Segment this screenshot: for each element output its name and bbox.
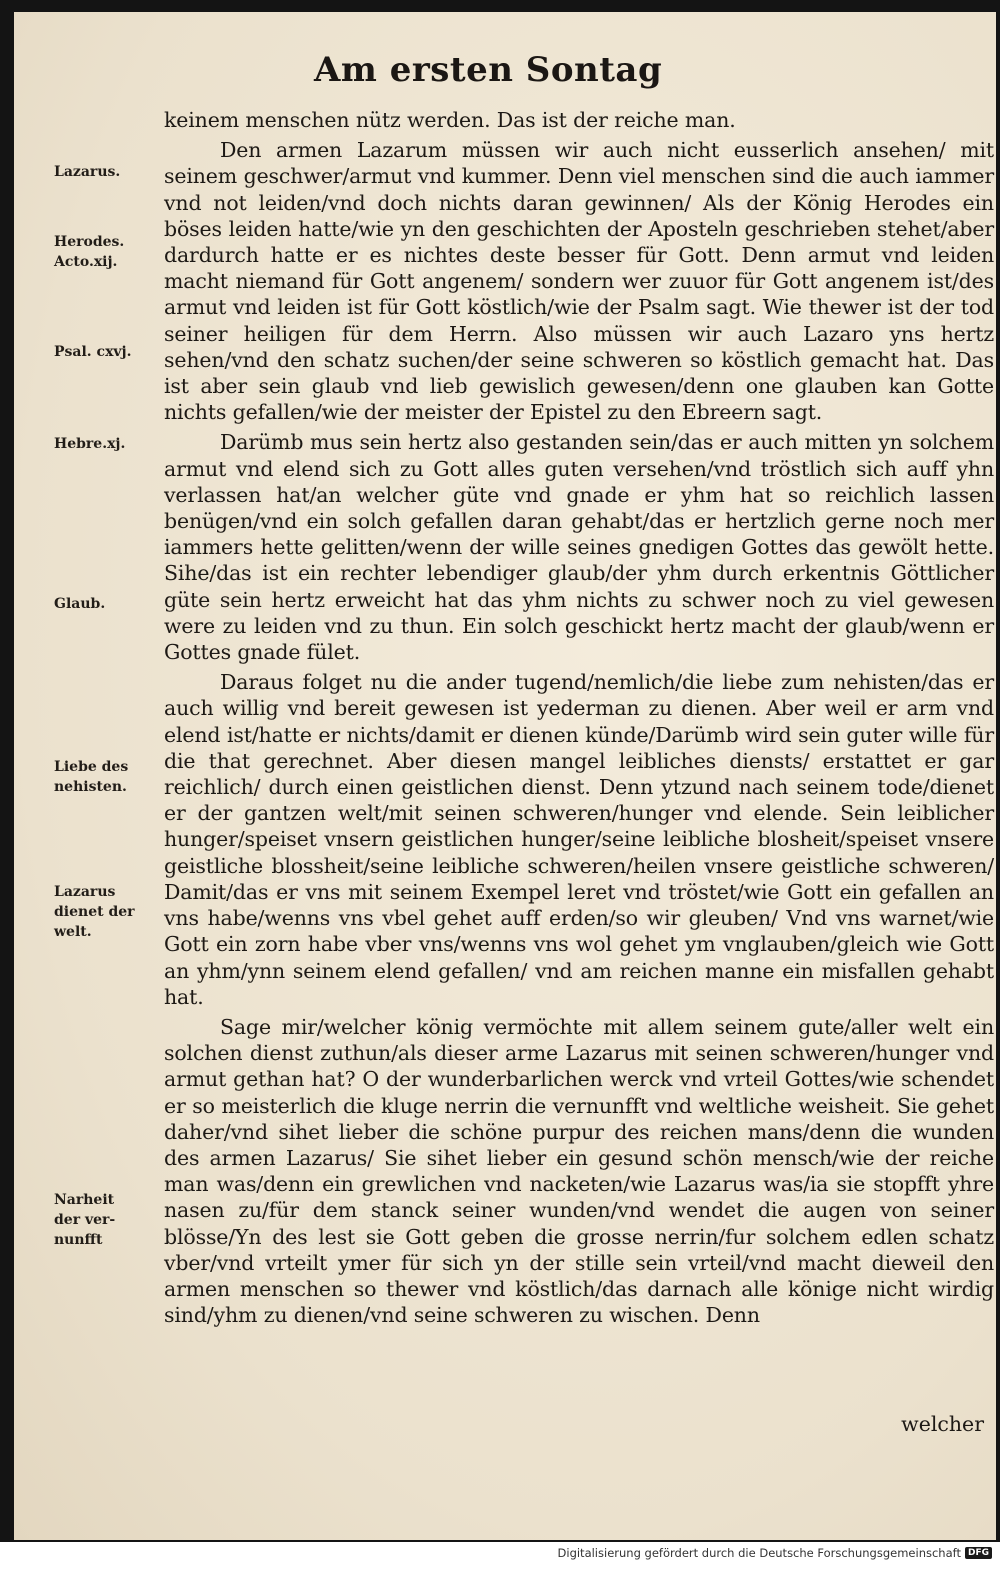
margin-note: Glaub. [54, 596, 106, 612]
paragraph: Sage mir/welcher könig vermöchte mit allem seinem gute/aller welt ein solchen dienst zuthun/als dieser arme Lazarus mit seinen schweren/hunger vnd armut gethan hat? O der wunderbarlichen werck vnd vrteil Gottes/wie schendet er so meisterlich die kluge nerrin die vernunfft vnd weltliche weisheit. Sie gehet daher/vnd sihet lieber die schöne purpur des reichen mans/denn die wunden des armen Lazarus/ Sie sihet lieber ein gesund schön mensch/wie der reiche man was/denn ein grewlichen vnd nacketen/wie Lazarus was/ia sie stopfft yhre nasen zu/für dem stanck seiner wunden/vnd wendet die augen von seiner blösse/Yn des lest sie Gott geben die grosse nerrin/fur solchem edlen schatz vber/vnd vrteilt ymer für sich yn der stille sein vrteil/vnd macht dieweil den armen menschen so thewer vnd köstlich/das darnach alle könige nicht wirdig sind/yhm zu dienen/vnd seine schweren zu wischen. Denn [164, 1014, 994, 1328]
paragraph: Den armen Lazarum müssen wir auch nicht eusserlich ansehen/ mit seinem geschwer/armut vnd kummer. Denn viel menschen sind die auch iammer vnd not leiden/vnd doch nichts daran gewinnen/ Als der König Herodes ein böses leiden hatte/wie yn den geschichten der Aposteln geschrieben stehet/aber dardurch hatte er es nichtes deste besser für Gott. Denn armut vnd leiden macht niemand für Gott angenem/ sondern wer zuuor für Gott angenem ist/des armut vnd leiden ist für Gott köstlich/wie der Psalm sagt. Wie thewer ist der tod seiner heiligen für dem Herrn. Also müssen wir auch Lazaro yns hertz sehen/vnd den schatz suchen/der seine schweren so köstlich gemacht hat. Das ist aber sein glaub vnd lieb gewislich gewesen/denn one glauben kan Gotte nichts gefallen/wie der meister der Epistel zu den Ebreern sagt. [164, 138, 994, 425]
footer-text: Digitalisierung gefördert durch die Deutsche Forschungsgemeinschaft [557, 1546, 961, 1560]
margin-note: Psal. cxvj. [54, 344, 132, 360]
margin-note: Herodes. Acto.xij. [54, 234, 125, 270]
margin-note: Hebre.xj. [54, 436, 126, 452]
body-text [164, 107, 994, 1328]
catchword: welcher [901, 1412, 984, 1436]
margin-note: Lazarus dienet der welt. [54, 884, 135, 940]
footer [558, 1546, 992, 1560]
paragraph: Darümb mus sein hertz also gestanden sein/das er auch mitten yn solchem armut vnd elend sich zu Gott alles guten versehen/vnd tröstlich sich auff yhn verlassen hat/an welcher güte vnd gnade er yhm hat so reichlich lassen benügen/vnd ein solch gefallen daran gehabt/das er hertzlich gerne noch mer iammers hette gelitten/wenn der wille seines gnedigen Gottes das gewölt hette. Sihe/das ist ein rechter lebendiger glaub/der yhm durch erkentnis Göttlicher güte sein hertz erweicht hat das yhm nichts zu schwer noch zu viel gewesen were zu leiden vnd zu thun. Ein solch geschickt hertz macht der glaub/wenn er Gottes gnade fület. [164, 430, 994, 665]
margin-note: Lazarus. [54, 164, 121, 180]
margin-note: Liebe des nehisten. [54, 759, 129, 795]
margin-notes [14, 12, 164, 1540]
margin-note: Narheit der ver- nunfft [54, 1192, 116, 1248]
paragraph: Daraus folget nu die ander tugend/nemlich/die liebe zum nehisten/das er auch willig vnd bereit gewesen ist yederman zu dienen. Aber weil er arm vnd elend ist/hatte er nichts/damit er dienen künde/Darümb wird sein guter wille für die that gerechnet. Aber diesen mangel leibliches diensts/ erstattet er gar reichlich/ durch einen geistlichen dienst. Denn ytzund nach seinem tode/dienet er der gantzen welt/mit seinen schweren/hunger vnd elende. Sein leiblicher hunger/speiset vnsern geistlichen hunger/seine leibliche blosheit/speiset vnsere geistliche blossheit/seine leibliche schweren/heilen vnsere geistliche schweren/ Damit/das er vns mit seinem Exempel leret vnd tröstet/wie Gott ein gefallen an vns habe/wenns vns vbel gehet auff erden/so wir gleuben/ Vnd vns warnet/wie Gott ein zorn habe vber vns/wenns vns wol gehet ym vnglauben/gleich wie Gott an yhm/ynn seinem elend gefallen/ vnd am reichen manne ein misfallen gehabt hat. [164, 670, 994, 1009]
dfg-logo-icon: DFG [965, 1547, 992, 1559]
book-page [14, 12, 996, 1540]
paragraph: keinem menschen nütz werden. Das ist der reiche man. [164, 108, 736, 132]
running-head: Am ersten Sontag [314, 50, 663, 90]
